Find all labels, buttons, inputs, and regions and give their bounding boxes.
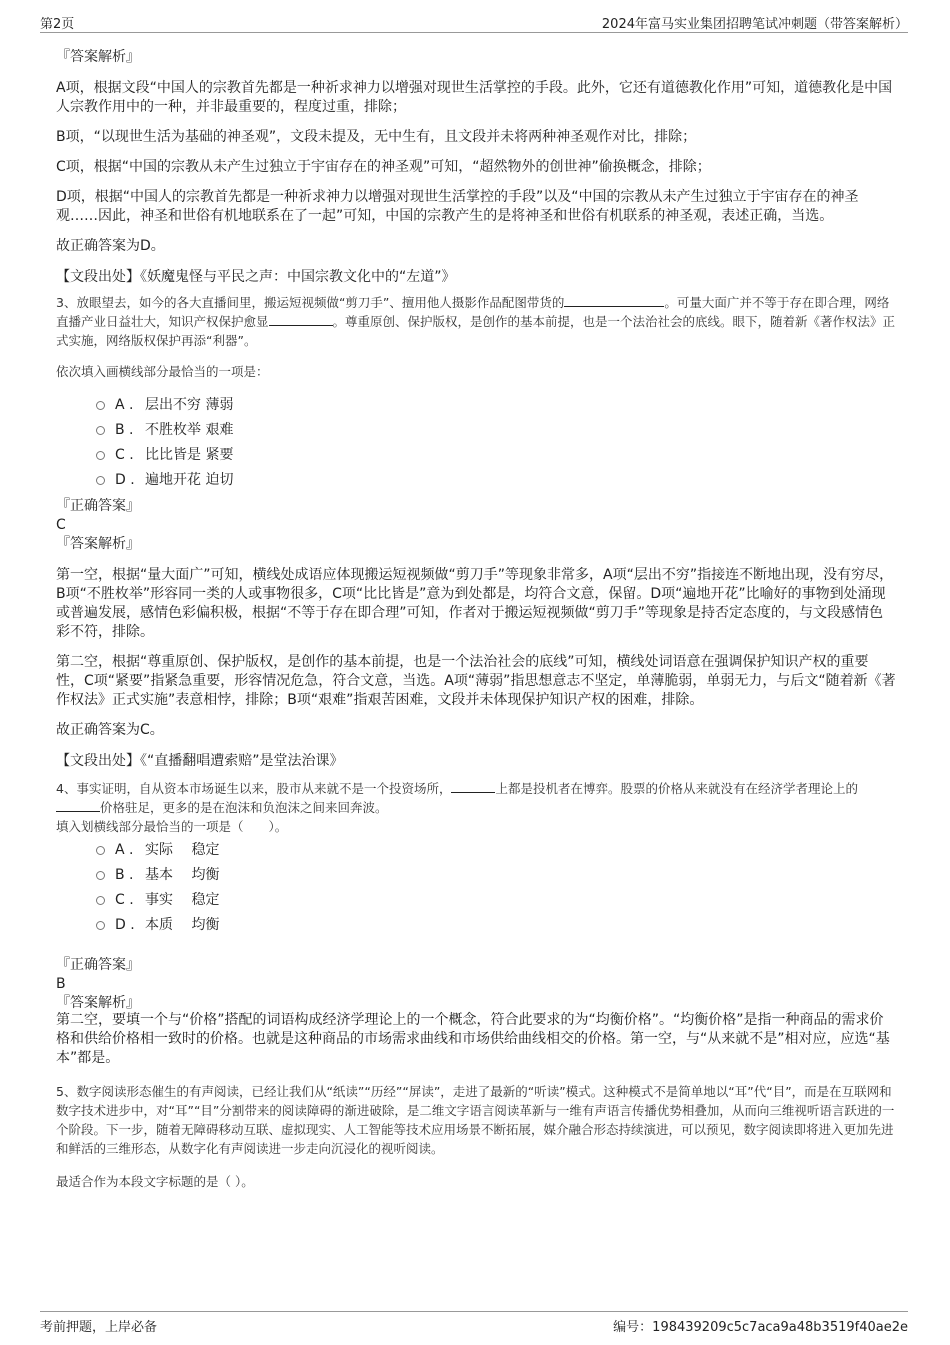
analysis-paragraph: D项，根据“中国人的宗教首先都是一种祈求神力以增强对现世生活掌控的手段”以及“中国的宗教从未产生过独立于宇宙存在的神圣观……因此，神圣和世俗有机地联系在了一起”可知，中国的宗教产生的是将神圣和世俗有机联系的神圣观，表述正确，当选。 (56, 189, 859, 224)
radio-icon[interactable] (96, 921, 105, 930)
answer-statement: 故正确答案为D。 (56, 238, 165, 254)
answer-blank (56, 799, 100, 812)
analysis-paragraph: C项，根据“中国的宗教从未产生过独立于宇宙存在的神圣观”可知，“超然物外的创世神”偷换概念，排除； (56, 159, 711, 175)
radio-icon[interactable] (96, 896, 105, 905)
document-id: 编号：198439209c5c7aca9a48b3519f40ae2e (613, 1320, 908, 1335)
question-stem: 5、数字阅读形态催生的有声阅读，已经让我们从“纸读”“历经”“屏读”，走进了最新的“听读”模式。这种模式不是简单地以“耳”代“目”，而是在互联网和数字技术进步中，对“耳”“目”分割带来的阅读障碍的渐进破除，是二维文字语言阅读革新与一维有声语言传播优势相叠加，从而向三维视听语言跃进的一个阶段。下一步，随着无障碍移动互联、虚拟现实、人工智能等技术应用场景不断拓展，媒介融合形态持续演进，可以预见，数字阅读即将进入更加先进和鲜活的三维形态，从数字化有声阅读进一步走向沉浸化的视听阅读。 (56, 1084, 895, 1156)
option-c[interactable]: C . 事实 稳定 (96, 888, 896, 913)
radio-icon[interactable] (96, 846, 105, 855)
radio-icon[interactable] (96, 871, 105, 880)
question-instruction: 填入划横线部分最恰当的一项是（ ）。 (56, 819, 288, 834)
source-citation: 【文段出处】《妖魔鬼怪与平民之声：中国宗教文化中的“左道”》 (56, 269, 456, 285)
option-a[interactable]: A . 实际 稳定 (96, 838, 896, 863)
page-header (40, 12, 908, 33)
radio-icon[interactable] (96, 426, 105, 435)
correct-answer-label: 『正确答案』 (56, 957, 140, 973)
answer-statement: 故正确答案为C。 (56, 722, 164, 738)
analysis-paragraph: B项，“以现世生活为基础的神圣观”，文段未提及，无中生有，且文段并未将两种神圣观作对比，排除； (56, 129, 697, 145)
correct-answer-label: 『正确答案』 (56, 498, 140, 514)
answer-blank (451, 780, 495, 793)
options-list (96, 393, 896, 493)
option-a[interactable]: A . 层出不穷 薄弱 (96, 393, 896, 418)
answer-blank (564, 294, 664, 307)
analysis-paragraph: 第一空，根据“量大面广”可知，横线处成语应体现搬运短视频做“剪刀手”等现象非常多，A项“层出不穷”指接连不断地出现，没有穷尽，B项“不胜枚举”形容同一类的人或事物很多，C项“比比皆是”意为到处都是，均符合文意，保留。D项“遍地开花”比喻好的事物到处涌现或普遍发展，感情色彩偏积极，根据“不等于存在即合理”可知，作者对于搬运短视频做“剪刀手”等现象是持否定态度的，与文段感情色彩不符，排除。 (56, 567, 894, 640)
radio-icon[interactable] (96, 476, 105, 485)
correct-answer: B (56, 976, 66, 992)
document-title: 2024年富马实业集团招聘笔试冲刺题（带答案解析） (601, 17, 908, 32)
question-stem: 4、事实证明，自从资本市场诞生以来，股市从来就不是一个投资场所， 上都是投机者在博弈。股票的价格从来就没有在经济学者理论上的价格驻足，更多的是在泡沫和负泡沫之间来回奔波。 (56, 781, 858, 815)
option-c[interactable]: C . 比比皆是 紧要 (96, 443, 896, 468)
correct-answer: C (56, 517, 66, 533)
analysis-paragraph: 第二空，根据“尊重原创、保护版权，是创作的基本前提，也是一个法治社会的底线”可知，横线处词语意在强调保护知识产权的重要性，C项“紧要”指紧急重要，形容情况危急，符合文意，当选。A项“薄弱”指思想意志不坚定，单薄脆弱，单弱无力，与后文“随着新《著作权法》正式实施”表意相悖，排除；B项“艰难”指艰苦困难，文段并未体现保护知识产权的困难，排除。 (56, 654, 896, 708)
options-list (96, 838, 896, 938)
radio-icon[interactable] (96, 401, 105, 410)
analysis-paragraph: A项，根据文段“中国人的宗教首先都是一种祈求神力以增强对现世生活掌控的手段。此外，它还有道德教化作用”可知，道德教化是中国人宗教作用中的一种，并非最重要的，程度过重，排除； (56, 80, 893, 115)
option-b[interactable]: B . 基本 均衡 (96, 863, 896, 888)
question-stem: 3、放眼望去，如今的各大直播间里，搬运短视频做“剪刀手”、擅用他人摄影作品配图带货的 。可量大面广并不等于存在即合理，网络直播产业日益壮大，知识产权保护愈显 。尊重原创、保护版权，是创作的基本前提，也是一个法治社会的底线。眼下，随着新《著作权法》正式实施，网络版权保护再添“利器”。 (56, 295, 896, 348)
question-instruction: 最适合作为本段文字标题的是（ ）。 (56, 1174, 254, 1189)
option-b[interactable]: B . 不胜枚举 艰难 (96, 418, 896, 443)
analysis-label: 『答案解析』 (56, 536, 140, 552)
analysis-label: 『答案解析』 (56, 995, 140, 1011)
source-citation: 【文段出处】《“直播翻唱遭索赔”是堂法治课》 (56, 753, 344, 769)
footer-slogan: 考前押题，上岸必备 (40, 1320, 158, 1335)
radio-icon[interactable] (96, 451, 105, 460)
answer-blank (269, 313, 333, 326)
option-d[interactable]: D . 本质 均衡 (96, 913, 896, 938)
analysis-label: 『答案解析』 (56, 49, 140, 65)
analysis-paragraph: 第二空，要填一个与“价格”搭配的词语构成经济学理论上的一个概念，符合此要求的为“均衡价格”。“均衡价格”是指一种商品的需求价格和供给价格相一致时的价格。也就是这种商品的市场需求曲线和市场供给曲线相交的价格。第一空，与“从来就不是”相对应，应选“基本”都是。 (56, 1012, 890, 1066)
question-instruction: 依次填入画横线部分最恰当的一项是： (56, 364, 269, 379)
option-d[interactable]: D . 遍地开花 迫切 (96, 468, 896, 493)
document-body (56, 44, 896, 1191)
page-number: 第2页 (40, 17, 75, 32)
page-footer (40, 1311, 908, 1336)
